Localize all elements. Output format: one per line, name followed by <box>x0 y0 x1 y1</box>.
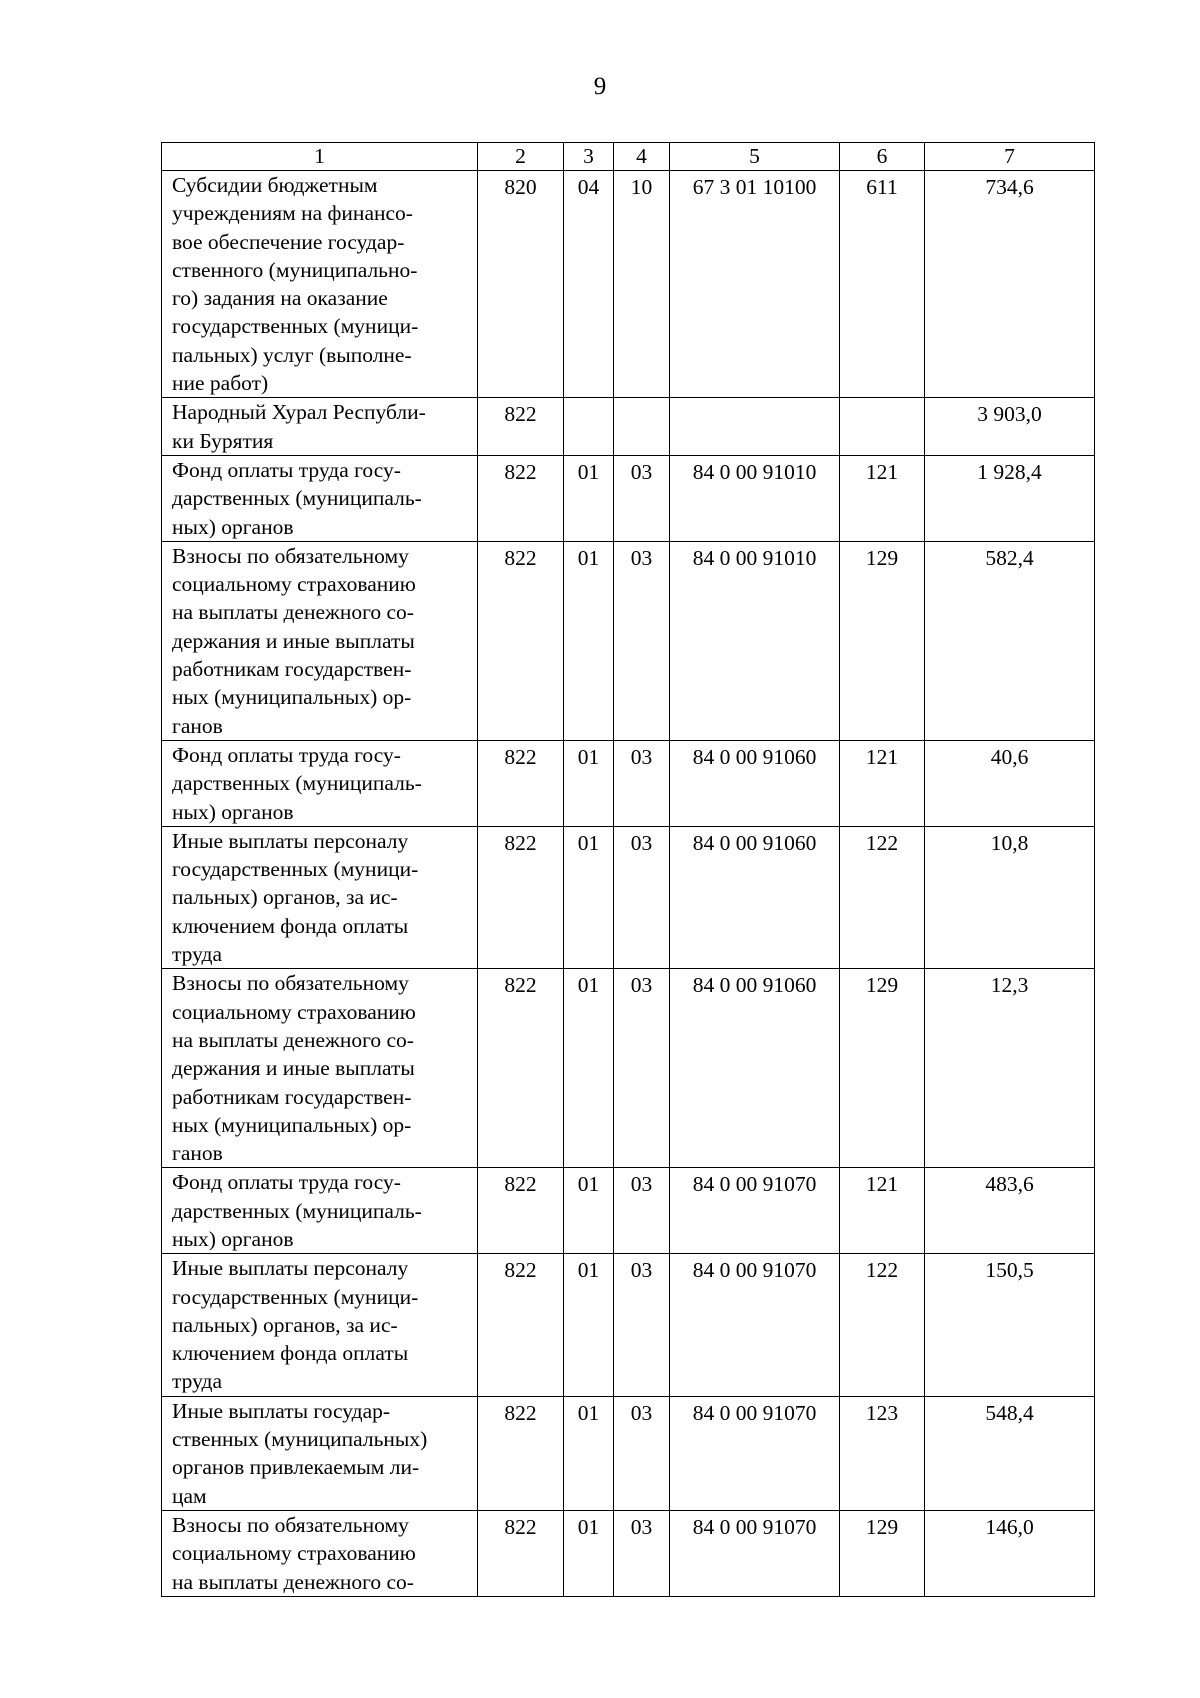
expense-name-line: ганов <box>172 1141 223 1166</box>
expense-name-line: на выплаты денежного со- <box>172 1569 414 1594</box>
target-item-code-cell: 84 0 00 91070 <box>670 1396 840 1510</box>
expense-name-line: пальных) органов, за ис- <box>172 1312 398 1337</box>
expense-name-line: вое обеспечение государ- <box>172 229 405 254</box>
expense-name-cell <box>162 740 478 826</box>
subsection-code-cell: 03 <box>614 455 670 541</box>
expense-name-line: Взносы по обязательному <box>172 543 409 568</box>
table-row <box>162 1168 1095 1254</box>
section-code-cell: 01 <box>564 1396 614 1510</box>
subsection-code-cell: 03 <box>614 1168 670 1254</box>
section-code-cell: 01 <box>564 541 614 740</box>
expense-name-line: пальных) органов, за ис- <box>172 885 398 910</box>
target-item-code-cell: 84 0 00 91010 <box>670 455 840 541</box>
amount-cell: 734,6 <box>925 171 1095 398</box>
expense-type-code-cell: 121 <box>840 455 925 541</box>
expense-name-cell <box>162 969 478 1168</box>
subsection-code-cell <box>614 398 670 456</box>
header-cell-col-2: 2 <box>478 143 564 171</box>
expense-name-cell <box>162 541 478 740</box>
expense-name-line: цам <box>172 1483 207 1508</box>
section-code-cell: 01 <box>564 969 614 1168</box>
expense-name-line: ки Бурятия <box>172 428 274 453</box>
amount-cell: 12,3 <box>925 969 1095 1168</box>
ministry-code-cell: 820 <box>478 171 564 398</box>
expense-name-line: ганов <box>172 713 223 738</box>
expense-name-cell <box>162 1510 478 1596</box>
ministry-code-cell: 822 <box>478 541 564 740</box>
amount-cell: 483,6 <box>925 1168 1095 1254</box>
expense-name-line: социальному страхованию <box>172 999 416 1024</box>
section-code-cell: 01 <box>564 1168 614 1254</box>
table-row <box>162 541 1095 740</box>
table-row <box>162 1254 1095 1396</box>
expense-name-line: дарственных (муниципаль- <box>172 771 422 796</box>
expense-name-cell <box>162 1254 478 1396</box>
target-item-code-cell <box>670 398 840 456</box>
ministry-code-cell: 822 <box>478 740 564 826</box>
expense-name-line: ных (муниципальных) ор- <box>172 685 412 710</box>
ministry-code-cell: 822 <box>478 1510 564 1596</box>
header-cell-col-3: 3 <box>564 143 614 171</box>
expense-name-line: ных) органов <box>172 799 294 824</box>
expense-type-code-cell: 129 <box>840 541 925 740</box>
expense-type-code-cell: 122 <box>840 1254 925 1396</box>
amount-cell: 548,4 <box>925 1396 1095 1510</box>
table-row <box>162 969 1095 1168</box>
expense-name-line: пальных) услуг (выполне- <box>172 342 412 367</box>
target-item-code-cell: 84 0 00 91070 <box>670 1254 840 1396</box>
expense-name-line: Народный Хурал Республи- <box>172 400 426 425</box>
target-item-code-cell: 84 0 00 91070 <box>670 1168 840 1254</box>
expense-name-line: органов привлекаемым ли- <box>172 1455 420 1480</box>
subsection-code-cell: 03 <box>614 826 670 968</box>
expense-name-line: социальному страхованию <box>172 572 416 597</box>
subsection-code-cell: 03 <box>614 1396 670 1510</box>
expense-name-line: Иные выплаты персоналу <box>172 828 409 853</box>
expense-name-line: ние работ) <box>172 371 269 396</box>
expense-name-line: социальному страхованию <box>172 1541 416 1566</box>
ministry-code-cell: 822 <box>478 455 564 541</box>
expense-name-line: на выплаты денежного со- <box>172 600 414 625</box>
amount-cell: 10,8 <box>925 826 1095 968</box>
section-code-cell: 01 <box>564 826 614 968</box>
expense-name-line: ключением фонда оплаты <box>172 1341 409 1366</box>
section-code-cell <box>564 398 614 456</box>
subsection-code-cell: 10 <box>614 171 670 398</box>
expense-name-line: ственного (муниципально- <box>172 257 418 282</box>
header-cell-col-7: 7 <box>925 143 1095 171</box>
ministry-code-cell: 822 <box>478 398 564 456</box>
expense-name-line: государственных (муници- <box>172 314 419 339</box>
subsection-code-cell: 03 <box>614 740 670 826</box>
expense-name-line: ных (муниципальных) ор- <box>172 1112 412 1137</box>
page-number: 9 <box>593 73 607 100</box>
expense-name-line: ных) органов <box>172 1226 294 1251</box>
expense-name-line: дарственных (муниципаль- <box>172 1198 422 1223</box>
expense-name-line: труда <box>172 942 223 967</box>
expense-name-line: Фонд оплаты труда госу- <box>172 1170 401 1195</box>
expense-name-line: работникам государствен- <box>172 657 412 682</box>
amount-cell: 582,4 <box>925 541 1095 740</box>
amount-cell: 146,0 <box>925 1510 1095 1596</box>
table-row <box>162 740 1095 826</box>
subsection-code-cell: 03 <box>614 541 670 740</box>
expense-name-line: учреждениям на финансо- <box>172 201 413 226</box>
expense-type-code-cell: 129 <box>840 969 925 1168</box>
expense-name-line: дарственных (муниципаль- <box>172 486 422 511</box>
ministry-code-cell: 822 <box>478 1168 564 1254</box>
expense-name-cell <box>162 826 478 968</box>
expense-type-code-cell: 121 <box>840 740 925 826</box>
subsection-code-cell: 03 <box>614 1254 670 1396</box>
section-code-cell: 04 <box>564 171 614 398</box>
expense-name-line: Взносы по обязательному <box>172 1512 409 1537</box>
table-row <box>162 826 1095 968</box>
expense-name-line: ных) органов <box>172 514 294 539</box>
table-row <box>162 171 1095 398</box>
expense-type-code-cell: 129 <box>840 1510 925 1596</box>
table-header-row <box>162 143 1095 171</box>
ministry-code-cell: 822 <box>478 826 564 968</box>
table-row <box>162 455 1095 541</box>
expense-name-line: Фонд оплаты труда госу- <box>172 457 401 482</box>
section-code-cell: 01 <box>564 740 614 826</box>
amount-cell: 150,5 <box>925 1254 1095 1396</box>
expense-type-code-cell: 611 <box>840 171 925 398</box>
expense-name-cell <box>162 171 478 398</box>
expense-type-code-cell: 122 <box>840 826 925 968</box>
target-item-code-cell: 67 3 01 10100 <box>670 171 840 398</box>
amount-cell: 3 903,0 <box>925 398 1095 456</box>
expense-name-line: на выплаты денежного со- <box>172 1027 414 1052</box>
header-cell-col-1: 1 <box>162 143 478 171</box>
expense-name-line: Взносы по обязательному <box>172 971 409 996</box>
expense-name-cell <box>162 1168 478 1254</box>
expense-name-line: ственных (муниципальных) <box>172 1427 428 1452</box>
expense-name-line: Иные выплаты государ- <box>172 1398 391 1423</box>
expense-name-line: го) задания на оказание <box>172 286 388 311</box>
expense-name-line: работникам государствен- <box>172 1084 412 1109</box>
header-cell-col-5: 5 <box>670 143 840 171</box>
target-item-code-cell: 84 0 00 91060 <box>670 826 840 968</box>
expense-name-line: труда <box>172 1369 223 1394</box>
subsection-code-cell: 03 <box>614 1510 670 1596</box>
expense-name-line: Субсидии бюджетным <box>172 173 378 197</box>
amount-cell: 40,6 <box>925 740 1095 826</box>
ministry-code-cell: 822 <box>478 1396 564 1510</box>
expense-name-line: держания и иные выплаты <box>172 628 415 653</box>
ministry-code-cell: 822 <box>478 969 564 1168</box>
section-code-cell: 01 <box>564 1510 614 1596</box>
header-cell-col-6: 6 <box>840 143 925 171</box>
target-item-code-cell: 84 0 00 91010 <box>670 541 840 740</box>
header-cell-col-4: 4 <box>614 143 670 171</box>
expense-name-cell <box>162 455 478 541</box>
section-code-cell: 01 <box>564 455 614 541</box>
expense-name-cell <box>162 1396 478 1510</box>
budget-table <box>161 142 1095 1597</box>
expense-name-line: Фонд оплаты труда госу- <box>172 742 401 767</box>
expense-type-code-cell <box>840 398 925 456</box>
target-item-code-cell: 84 0 00 91070 <box>670 1510 840 1596</box>
subsection-code-cell: 03 <box>614 969 670 1168</box>
expense-name-line: держания и иные выплаты <box>172 1056 415 1081</box>
table-row <box>162 398 1095 456</box>
expense-name-line: государственных (муници- <box>172 1284 419 1309</box>
expense-type-code-cell: 123 <box>840 1396 925 1510</box>
expense-type-code-cell: 121 <box>840 1168 925 1254</box>
expense-name-line: государственных (муници- <box>172 857 419 882</box>
section-code-cell: 01 <box>564 1254 614 1396</box>
target-item-code-cell: 84 0 00 91060 <box>670 740 840 826</box>
expense-name-line: Иные выплаты персоналу <box>172 1256 409 1281</box>
ministry-code-cell: 822 <box>478 1254 564 1396</box>
expense-name-cell <box>162 398 478 456</box>
table-row <box>162 1510 1095 1596</box>
table-row <box>162 1396 1095 1510</box>
expense-name-line: ключением фонда оплаты <box>172 913 409 938</box>
target-item-code-cell: 84 0 00 91060 <box>670 969 840 1168</box>
amount-cell: 1 928,4 <box>925 455 1095 541</box>
